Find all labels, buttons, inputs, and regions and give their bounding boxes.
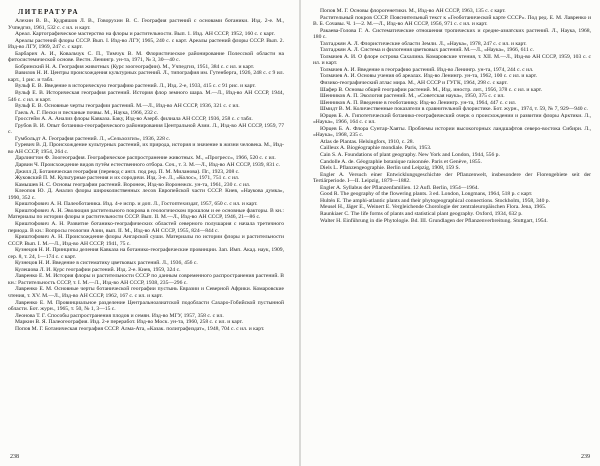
bibliography-entry: Дарвин Ч. Происхождение видов путём естественного отбора. Соч., т. 3. М.—Л., Изд-во АН СССР, 1939, 831 с.	[15, 162, 281, 169]
bibliography-entry: Good R. The geography of the flowering plants. 3 ed. London, Longmans, 1964, 518 p. с карт.	[320, 191, 533, 198]
bibliography-entry: Маркин В. Я. Палеогеография. Изд. 2-е переработ. Изд-во Моск. ун-та, 1960, 258 с. с ил. и карт.	[15, 319, 243, 326]
bibliography-entry: Барбарич А. И., Ковальчук С. П., Тимчук В. М. Флористическое районирование Полесской области на фитосистемической основе. Вестн. Ленингр. ун-та, 1971, № 3, 30—40 с.	[8, 50, 284, 64]
bibliography-entry: Джилл Д. Ботаническая география (перевод с англ. под ред. П. М. Миланова). Пг., 1923, 208 с.	[15, 168, 240, 175]
bibliography-entry: Тахтаджян А. Л. Система и филогения цветковых растений. М.—Л., «Наука», 1966, 611 с.	[320, 47, 535, 54]
bibliography-entry: Meusel H., Jäger E., Weinert E. Vergleichende Chorologie der zentraleuropäischen Flora. Jena, 1965.	[320, 204, 547, 211]
bibliography-entry: Вульф Е. В. Введение в историческую географию растений. Л., Изд. 2-е, 1933, 415 с. с 91 рис. и карт.	[15, 83, 256, 90]
bibliography-entry: Гумбольдт А. География растений. Л., «Сельхозгиз», 1936, 228 с.	[15, 135, 171, 142]
page-number: 239	[581, 454, 590, 460]
bibliography-entry: Толмачев А. И. О флоре острова Сахалина. Комаровские чтения, т. XII. М.—Л., Изд-во АН СССР, 1959, 103 с. с ил. и карт.	[313, 53, 591, 67]
bibliography-entry: Леонова Т. Г. Способы распространения плодов и семян. Изд-во МГУ, 1957, 358 с. с ил.	[15, 312, 224, 319]
bibliography-entry: Лавренко Е. М. Провинциальное разделение Центральноазиатской подобласти Сахаро-Гобийской пустынной области. Бот. журн., 1965, т. 50, № 1, 3—15 с.	[8, 299, 284, 313]
bibliography-entry: Грубов В. И. Опыт ботанико-географического районирования Центральной Азии. Л., Изд-во АН СССР, 1959, 77 с.	[8, 122, 284, 136]
bibliography-entry: Вульф Е. В. Основные черты географии растений. М.—Л., Изд-во АН СССР, 1936, 321 с. с ил.	[15, 103, 240, 110]
bibliography-entry: Walter H. Einführung in die Phytologie. Bd. III. Grundlagen der Pflanzenverbreitung. Stuttgart, 1954.	[320, 217, 548, 224]
bibliography-entry: Попов М. Г. Основы флорогенетики. М., Изд-во АН СССР, 1963, 135 с. с карт.	[320, 8, 506, 14]
bibliography-entry: Candolle A. de. Géographie botanique raisonnée. Paris et Genève, 1855.	[320, 158, 482, 165]
bibliography-entry: Клеопов Ю. Д. Анализ флоры широколиственных лесов Европейской части СССР. Киев, «Наукова думка», 1990, 352 с.	[8, 188, 284, 201]
bibliography-entry: Atlas de Plantas. Helsingfors, 1910, с. 28.	[320, 138, 414, 145]
bibliography-entry: Ареал. Картографическое мастерство на флоры и растительности. Вып. 1. Изд. АН СССР, 1952, 160 с. с карт.	[15, 31, 275, 38]
bibliography-entry: Алехин В. В., Кудряшов Л. В., Говорухин В. С. География растений с основами ботаники. Изд. 2-е. М., Учпедгиз, 1961, 532 с. с ил. и карт.	[8, 18, 284, 31]
bibliography-entry: Вульф Е. В. Историческая география растений. История флор земного шара. М.—Л., Изд-во АН СССР, 1944, 546 с. с ил. и карт.	[8, 90, 284, 103]
page-number: 238	[10, 454, 19, 460]
bibliography-entry: Вавилов Н. И. Центры происхождения культурных растений. Л., типография им. Гутенберга, 1926, 248 с. с 9 ил. карт., 1 рис. и табл.	[8, 70, 284, 83]
bibliography-entry: Камышев Н. С. Основы географии растений. Воронеж, Изд-во Воронежск. ун-та, 1961, 230 с. с ил.	[15, 181, 251, 188]
bibliography-entry: Raunkiaer C. The life forms of plants and statistical plant geography. Oxford, 1934, 632 p.	[320, 210, 523, 217]
bibliography-entry: Физико-географический атлас мира. М., АН СССР и ГУГК, 1964, 298 с. с карт.	[320, 80, 508, 87]
bibliography-list	[8, 18, 284, 446]
bibliography-entry: Гроссгейм А. А. Анализ флоры Кавказа. Баку, Изд-во Азерб. филиала АН СССР, 1936, 258 с. с табл.	[15, 116, 253, 123]
page-header: ЛИТЕРАТУРА	[18, 8, 80, 16]
bibliography-entry: Hultén E. The amphi-atlantic plants and their phytogeographical connections. Stockholm, 1958, 340 p.	[320, 197, 550, 204]
bibliography-entry: Шенников А. П. Экология растений. М., «Советская наука», 1950, 375 с. с ил.	[320, 93, 505, 100]
bibliography-entry: Криштофович А. Н. Эволюция растительного покрова в геологическом прошлом и ее основные факторы. В кн.: Материалы по истории флоры и растительности СССР. Вып. II. М.—Л., Изд-во АН СССР, 1946, 21—86 с.	[8, 207, 284, 221]
bibliography-entry: Лавренко Е. М. Основные черты ботанической географии пустынь Евразии и Северной Африки. Комаровские чтения, т. XV. М.—Л., Изд-во АН СССР, 1962, 167 с. с ил. и карт.	[8, 286, 284, 299]
bibliography-entry: Cain S. A. Foundations of plant geography. New York and London, 1944, 556 p.	[320, 152, 500, 159]
bibliography-entry: Шмидт В. М. Количественные показатели в сравнительной флористике. Бот. журн., 1974, т. 59, № 7, 929—940 с.	[320, 106, 588, 113]
bibliography-entry: Жуковский П. М. Культурные растения и их сородичи. Изд. 3-е. Л., «Колос», 1971, 751 с. с ил.	[15, 175, 240, 182]
bibliography-entry: Тахтаджян А. Л. Флористические области Земли. Л., «Наука», 1978, 247 с. с ил. и карт.	[320, 40, 527, 47]
bibliography-entry: Растительный покров СССР. Пояснительный текст к «Геоботанической карте СССР». Под ред. Е. М. Лавренко и В. Б. Сочавы. Ч. 1—2. М.—Л., Изд-во АН СССР, 1956, 971 с. с ил. и карт.	[313, 14, 591, 28]
left-page	[0, 0, 299, 466]
right-page	[301, 0, 600, 466]
bibliography-entry: Кузнецов Н. И. Принципы деления Кавказа на ботанико-географические провинции. Зап. Имп. Акад. наук, 1909, сер. 8, т. 24, 1—174 с. с карт.	[8, 247, 284, 260]
bibliography-entry: Шенников А. П. Введение в геоботанику. Изд-во Ленингр. ун-та, 1964, 447 с. с ил.	[320, 99, 517, 106]
bibliography-entry: Кузнецов Н. И. Введение в систематику цветковых растений. Л., 1936, 456 с.	[15, 260, 198, 267]
bibliography-entry: Криштофович А. Н. Развитие ботанико-географических областей северного полушария с начала третичного периода. В кн.: Вопросы геологии Азии, вып. II. М., Изд-во АН СССР, 1955, 824—844 с.	[8, 220, 284, 234]
bibliography-entry: Толмачев А. И. Введение в географию растений. Изд-во Ленингр. ун-та, 1974, 244 с. с ил.	[320, 66, 534, 73]
bibliography-entry: Engler A. Versuch einer Entwicklungsgeschichte der Pflanzenwelt, insbesondere der Florengebiete seit der Tertiärperiode. I—II. Leipzig, 1879—1882.	[313, 171, 591, 185]
bibliography-entry: Лавренко Е. М. История флоры и растительности СССР по данным современного распространения растений. В кн.: Растительность СССР, т. I. М.—Л., Изд-во АН СССР, 1938, 235—296 с.	[8, 273, 284, 286]
bibliography-entry: Гаель А. Г. Пески и песчаные почвы. М., Наука, 1966, 232 с.	[15, 109, 159, 116]
bibliography-entry: Попов М. Г. Ботаническая география СССР. Алма-Ата, «Казак. полиграфиздат», 1948, 704 с. с ил. и карт.	[15, 325, 265, 332]
bibliography-entry: Гуревич В. Д. Происхождение культурных растений, их природа, история и значение в жизни человека. М., Изд-во АН СССР, 1954, 264 с.	[8, 142, 284, 155]
bibliography-entry: Бобринский Н. А. География животных (Курс зоогеографии). М., Учпедгиз, 1951, 384 с. с ил. и карт.	[15, 63, 255, 70]
bibliography-entry: Криштофович А. Н. Происхождение флоры Ангарской суши. Материалы по истории флоры и растительности СССР. Вып. I. М.—Л., Изд-во АН СССР, 1941, 75 с.	[8, 234, 284, 247]
bibliography-entry: Дарлингтон Ф. Зоогеография. Географическое распространение животных. М., «Прогресс», 1966, 520 с. с ил.	[15, 155, 276, 162]
bibliography-entry: Криштофович А. Н. Палеоботаника. Изд. 4-е испр. и доп. Л., Гостоптехиздат, 1957, 650 с. с ил. и карт.	[15, 201, 258, 208]
bibliography-entry: Толмачев А. И. Основы учения об ареалах. Изд-во Ленингр. ун-та, 1962, 100 с. с ил. и карт.	[320, 73, 538, 80]
bibliography-entry: Ареалы растений флоры СССР. Вып. I. Изд-во ЛГУ, 1965, 240 с. с карт. Ареалы растений флоры СССР. Вып. 2. Изд-во ЛГУ, 1969, 247 с. с карт.	[8, 37, 284, 51]
bibliography-entry: Cailleux A. Biogéographie mondiale. Paris, 1953.	[320, 145, 432, 152]
bibliography-entry: Diels L. Pflanzengeographie. Berlin und Leipzig, 1908, 159 S.	[320, 165, 460, 172]
bibliography-list	[313, 8, 591, 448]
bibliography-entry: Юрцев Б. А. Флора Сунтар-Хаяты. Проблемы истории высокогорных ландшафтов северо-востока Сибири. Л., «Наука», 1968, 235 с.	[313, 125, 591, 139]
bibliography-entry: Ракаева-Голова Г. А. Систематические отношения тропических и средне-азиатских растений. Л., Наука, 1968, 180 с.	[313, 27, 591, 41]
bibliography-entry: Шафер В. Основы общей географии растений. М., Изд. иностр. лит., 1956, 378 с. с ил. и карт.	[320, 86, 543, 93]
bibliography-entry: Engler A. Syllabus der Pflanzenfamilien. 12 Aufl. Berlin, 1954—1964.	[320, 184, 479, 191]
bibliography-entry: Кулешова Л. И. Курс географии растений. Изд. 2-е. Киев, 1959, 324 с.	[15, 266, 181, 273]
bibliography-entry: Юрцев Б. А. Гипотетический ботанико-географический очерк о происхождении и развитии флоры Арктики. Л., «Наука», 1966, 164 с. с ил.	[313, 112, 591, 126]
